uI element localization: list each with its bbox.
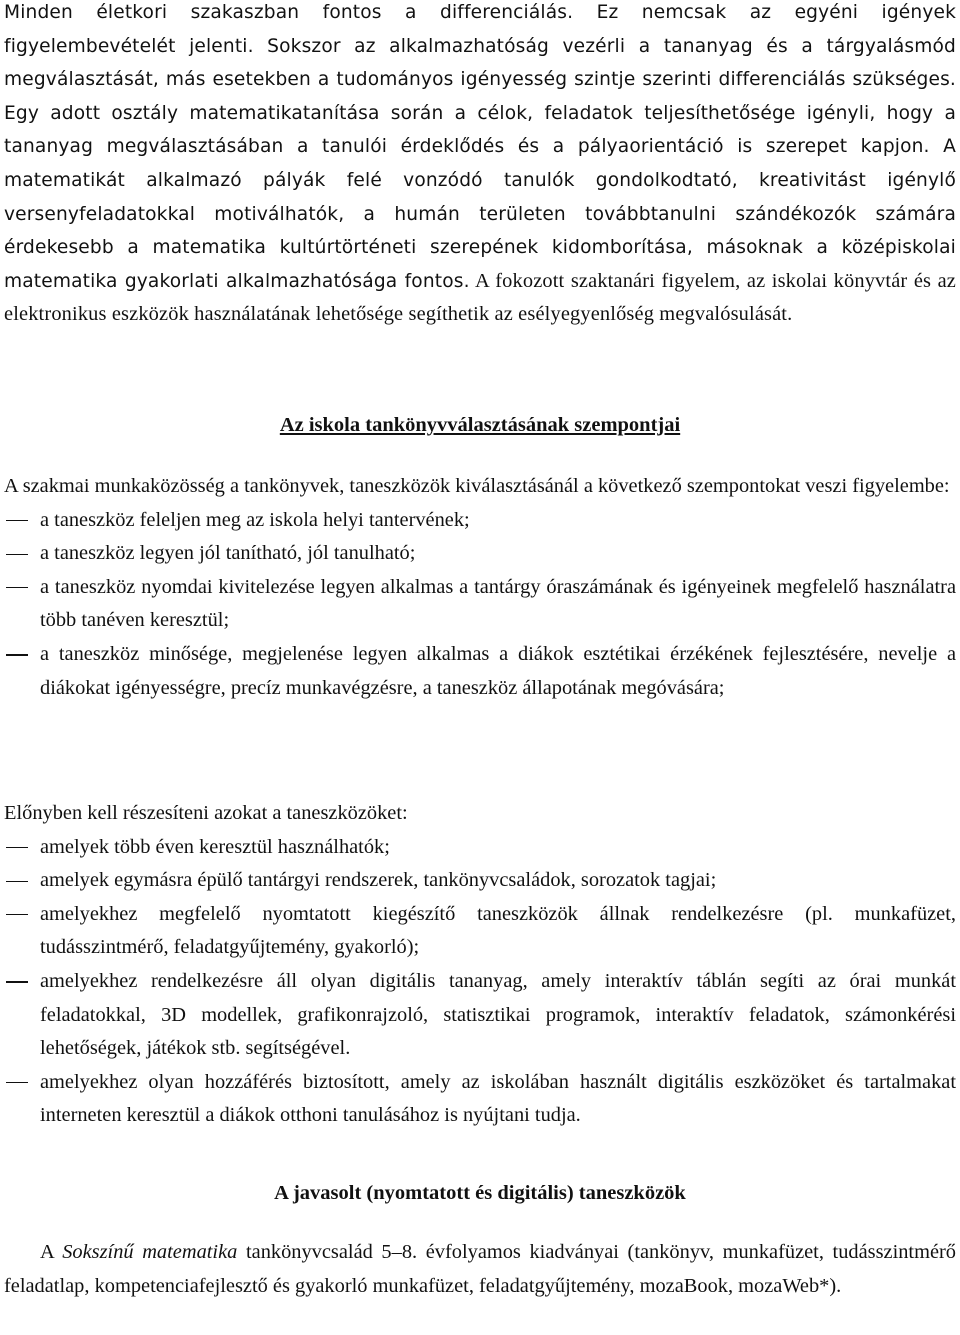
dash-bullet bbox=[6, 654, 28, 655]
list-item-text: amelyek egymásra épülő tantárgyi rendszerek, tankönyvcsaládok, sorozatok tagjai; bbox=[40, 869, 717, 892]
final-rest: tankönyvcsalád 5–8. évfolyamos kiadványai (tankönyv, munkafüzet, tudásszintmérő feladatlap, kompetenciafejlesztő és gyakorló munkafüzet, feladatgyűjtemény, mozaBook, mozaWeb*). bbox=[4, 1241, 956, 1297]
dash-bullet bbox=[6, 554, 28, 555]
list-item bbox=[4, 965, 956, 1066]
list-item bbox=[4, 898, 956, 965]
dash-bullet bbox=[6, 587, 28, 588]
dash-bullet bbox=[6, 981, 28, 982]
list-item bbox=[4, 1066, 956, 1133]
paragraph-main-text: Minden életkori szakaszban fontos a differenciálás. Ez nemcsak az egyéni igények figyelembevételét jelenti. Sokszor az alkalmazhatóság vezérli a tananyag és a tárgyalásmód megválasztását, más esetekben a tudományos igényesség szintje szerinti differenciálás szükséges. Egy adott osztály matematikatanítása során a célok, feladatok teljesíthetősége igényli, hogy a tananyag megválasztásában a tanulói érdeklődés és a pályaorientáció is szerepet kapjon. A matematikát alkalmazó pályák felé vonzódó tanulók gondolkodtató, kreativitást igénylő versenyfeladatokkal motiválhatók, a humán területen továbbtanulni szándékozók számára érdekesebb a matematika kultúrtörténeti szerepének kidomborítása, másoknak a középiskolai matematika gyakorlati alkalmazhatósága fontos. bbox=[4, 2, 956, 292]
criteria-list bbox=[4, 504, 956, 706]
list-item bbox=[4, 571, 956, 638]
list-item-text: amelyek több éven keresztül használhatók; bbox=[40, 835, 390, 858]
list-item-text: amelyekhez olyan hozzáférés biztosított, amely az iskolában használt digitális eszközöket és tartalmakat interneten keresztül a diákok otthoni tanulásához is nyújtani tudja. bbox=[40, 1070, 956, 1127]
dash-bullet bbox=[6, 520, 28, 521]
preference-list bbox=[4, 831, 956, 1133]
list-item-text: a taneszköz nyomdai kivitelezése legyen alkalmas a tantárgy óraszámának és igényeinek megfelelő használatra több tanéven keresztül; bbox=[40, 575, 956, 632]
section-heading-textbook-criteria: Az iskola tankönyvválasztásának szempontjai bbox=[279, 414, 681, 436]
recommended-tools-paragraph bbox=[4, 1236, 956, 1303]
dash-bullet bbox=[6, 881, 28, 882]
dash-bullet bbox=[6, 847, 28, 848]
list-item bbox=[4, 504, 956, 538]
criteria-intro: A szakmai munkaközösség a tankönyvek, taneszközök kiválasztásánál a következő szempontokat veszi figyelembe: bbox=[4, 475, 950, 497]
list-item bbox=[4, 831, 956, 865]
list-item-text: a taneszköz legyen jól tanítható, jól tanulható; bbox=[40, 542, 416, 565]
list-item-text: a taneszköz feleljen meg az iskola helyi tantervének; bbox=[40, 508, 470, 531]
list-item bbox=[4, 864, 956, 898]
criteria-section bbox=[4, 470, 956, 705]
list-item bbox=[4, 638, 956, 705]
dash-bullet bbox=[6, 1082, 28, 1083]
intro-paragraph bbox=[4, 0, 956, 332]
final-prefix: A bbox=[40, 1241, 54, 1263]
list-item-text: amelyekhez rendelkezésre áll olyan digitális tananyag, amely interaktív táblán segíti az órai munkát feladatokkal, 3D modellek, grafikonrajzoló, statisztikai programok, interaktív feladatok, számonkérési lehetőségek, játékok stb. segítségével. bbox=[40, 969, 956, 1060]
dash-bullet bbox=[6, 914, 28, 915]
list-item bbox=[4, 537, 956, 571]
section-heading-recommended-tools: A javasolt (nyomtatott és digitális) taneszközök bbox=[274, 1182, 686, 1204]
recommended-tools-section bbox=[4, 1236, 956, 1303]
preference-section bbox=[4, 797, 956, 1133]
paragraph-tail: A fokozott szaktanári figyelem, az iskolai könyvtár és az elektronikus eszközök használatának lehetősége segíthetik az esélyegyenlőség megvalósulását. bbox=[4, 269, 956, 326]
preference-intro: Előnyben kell részesíteni azokat a taneszközöket: bbox=[4, 802, 408, 824]
list-item-text: a taneszköz minősége, megjelenése legyen alkalmas a diákok esztétikai érzékének fejlesztésére, nevelje a diákokat igényességre, precíz munkavégzésre, a taneszköz állapotának megóvására; bbox=[40, 642, 956, 699]
list-item-text: amelyekhez megfelelő nyomtatott kiegészítő taneszközök állnak rendelkezésre (pl. munkafüzet, tudásszintmérő, feladatgyűjtemény, gyakorló); bbox=[40, 902, 956, 959]
book-series-title: Sokszínű matematika bbox=[62, 1241, 238, 1263]
